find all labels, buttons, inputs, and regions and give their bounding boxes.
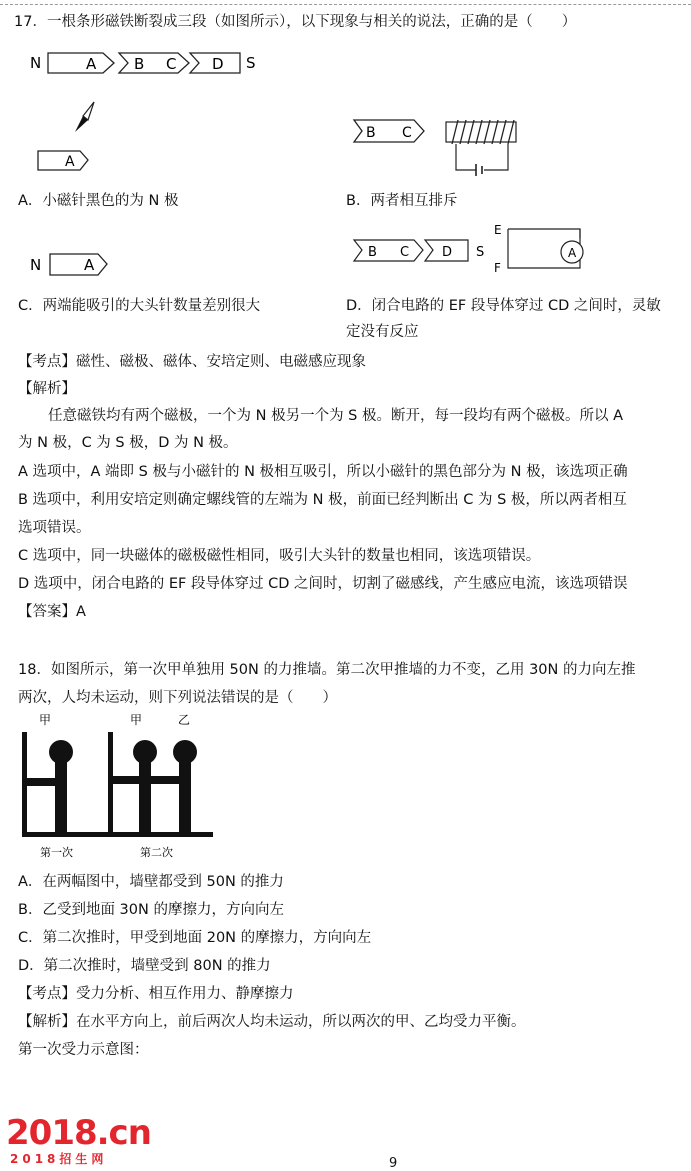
q18-jia-label-1: 甲 — [39, 713, 52, 727]
magnet-segment-bc — [119, 53, 189, 73]
q18-option-a[interactable]: A．在两幅图中，墙壁都受到 50N 的推力 — [18, 874, 284, 890]
q17-option-c[interactable]: C．两端能吸引的大头针数量差别很大 — [18, 298, 261, 314]
pushing-arms — [113, 776, 189, 784]
person-jia-1-head — [49, 740, 73, 764]
q17-option-d-line2: 定没有反应 — [346, 324, 419, 340]
fig-d-c-label: C — [400, 245, 410, 260]
ground-1 — [22, 832, 114, 837]
person-jia-1-arm — [27, 778, 59, 786]
q17-fig-b — [352, 114, 532, 180]
fig-a-seg-label: A — [65, 154, 75, 170]
q18-option-b[interactable]: B．乙受到地面 30N 的摩擦力，方向向左 — [18, 902, 284, 918]
q17-jiexi-line2: 为 N 极，C 为 S 极，D 为 N 极。 — [18, 435, 238, 451]
q17-option-d-line1[interactable]: D．闭合电路的 EF 段导体穿过 CD 之间时，灵敏 — [346, 298, 661, 314]
q17-jiexi-line5: 选项错误。 — [18, 520, 91, 536]
q18-stem-line1: 18．如图所示，第一次甲单独用 50N 的力推墙。第二次甲推墙的力不变，乙用 30N 的力向左推 — [18, 662, 636, 678]
q17-fig-a — [36, 148, 96, 174]
q18-label-2: 第二次 — [140, 846, 173, 859]
q18-stem-line2: 两次，人均未运动，则下列说法错误的是（ ） — [18, 690, 337, 706]
q18-kaodian: 【考点】受力分析、相互作用力、静摩擦力 — [18, 986, 294, 1002]
q18-figure — [18, 712, 228, 862]
fig-d-meter-label: A — [568, 246, 577, 260]
top-divider — [0, 4, 691, 5]
fig-s-label: S — [246, 54, 256, 72]
q17-jiexi-line1: 任意磁铁均有两个磁极，一个为 N 极另一个为 S 极。断开，每一段均有两个磁极。所以 A — [48, 408, 624, 424]
q17-jiexi-line3: A 选项中，A 端即 S 极与小磁针的 N 极相互吸引，所以小磁针的黑色部分为 N 极，该选项正确 — [18, 464, 628, 480]
person-jia-2-head — [133, 740, 157, 764]
person-yi-body — [179, 762, 191, 834]
fig-n-label: N — [30, 54, 42, 72]
wall-1 — [22, 732, 27, 836]
fig-b-c-label: C — [402, 125, 412, 141]
q18-yi-label: 乙 — [178, 713, 191, 727]
q17-jiexi-line7: D 选项中，闭合电路的 EF 段导体穿过 CD 之间时，切割了磁感线，产生感应电流，该选项错误 — [18, 576, 628, 592]
q17-kaodian: 【考点】磁性、磁极、磁体、安培定则、电磁感应现象 — [18, 354, 366, 370]
q18-diagram-intro: 第一次受力示意图： — [18, 1042, 149, 1058]
person-yi-head — [173, 740, 197, 764]
q17-jiexi-line4: B 选项中，利用安培定则确定螺线管的左端为 N 极，前面已经判断出 C 为 S 极，所以两者相互 — [18, 492, 627, 508]
site-logo[interactable]: 2018.cn — [6, 1113, 151, 1153]
q17-magnet-figure — [30, 48, 270, 78]
fig-d-f-label: F — [494, 261, 501, 275]
fig-c-label: C — [166, 55, 177, 73]
site-logo-subtitle: 2018招生网 — [10, 1152, 108, 1166]
fig-c-n-label: N — [30, 256, 42, 274]
q17-jiexi-line6: C 选项中，同一块磁体的磁极磁性相同，吸引大头针的数量也相同，该选项错误。 — [18, 548, 541, 564]
page-number: 9 — [389, 1156, 398, 1171]
fig-c-a-label: A — [84, 256, 95, 274]
magnet-segment-a — [48, 53, 114, 73]
fig-a-label: A — [86, 55, 97, 73]
q18-jia-label-2: 甲 — [130, 713, 143, 727]
fig-d-e-label: E — [494, 223, 502, 237]
q18-option-c[interactable]: C．第二次推时，甲受到地面 20N 的摩擦力，方向向左 — [18, 930, 372, 946]
q17-stem: 17．一根条形磁铁断裂成三段（如图所示），以下现象与相关的说法，正确的是（ ） — [14, 14, 577, 30]
wall-2 — [108, 732, 113, 836]
q17-option-b[interactable]: B．两者相互排斥 — [346, 193, 458, 209]
fig-d-b-label: B — [368, 245, 377, 260]
compass-needle-icon — [70, 100, 100, 136]
battery-icon — [476, 164, 482, 176]
solenoid-coil — [452, 120, 514, 144]
fig-d-d-label: D — [442, 245, 453, 260]
q17-option-a[interactable]: A．小磁针黑色的为 N 极 — [18, 193, 179, 209]
fig-d-s-label: S — [476, 245, 485, 260]
person-jia-1-body — [55, 762, 67, 834]
q18-label-1: 第一次 — [40, 846, 73, 859]
fig-b-label: B — [134, 55, 145, 73]
ground-2 — [108, 832, 213, 837]
fig-d-label: D — [212, 55, 224, 73]
q17-answer: 【答案】A — [18, 604, 86, 620]
q18-option-d[interactable]: D．第二次推时，墙壁受到 80N 的推力 — [18, 958, 271, 974]
q17-jiexi-title: 【解析】 — [18, 381, 76, 397]
q18-jiexi: 【解析】在水平方向上，前后两次人均未运动，所以两次的甲、乙均受力平衡。 — [18, 1014, 526, 1030]
q17-fig-c — [30, 250, 120, 280]
fig-b-b-label: B — [366, 125, 376, 141]
q17-fig-d — [352, 220, 592, 276]
person-jia-2-body — [139, 762, 151, 834]
